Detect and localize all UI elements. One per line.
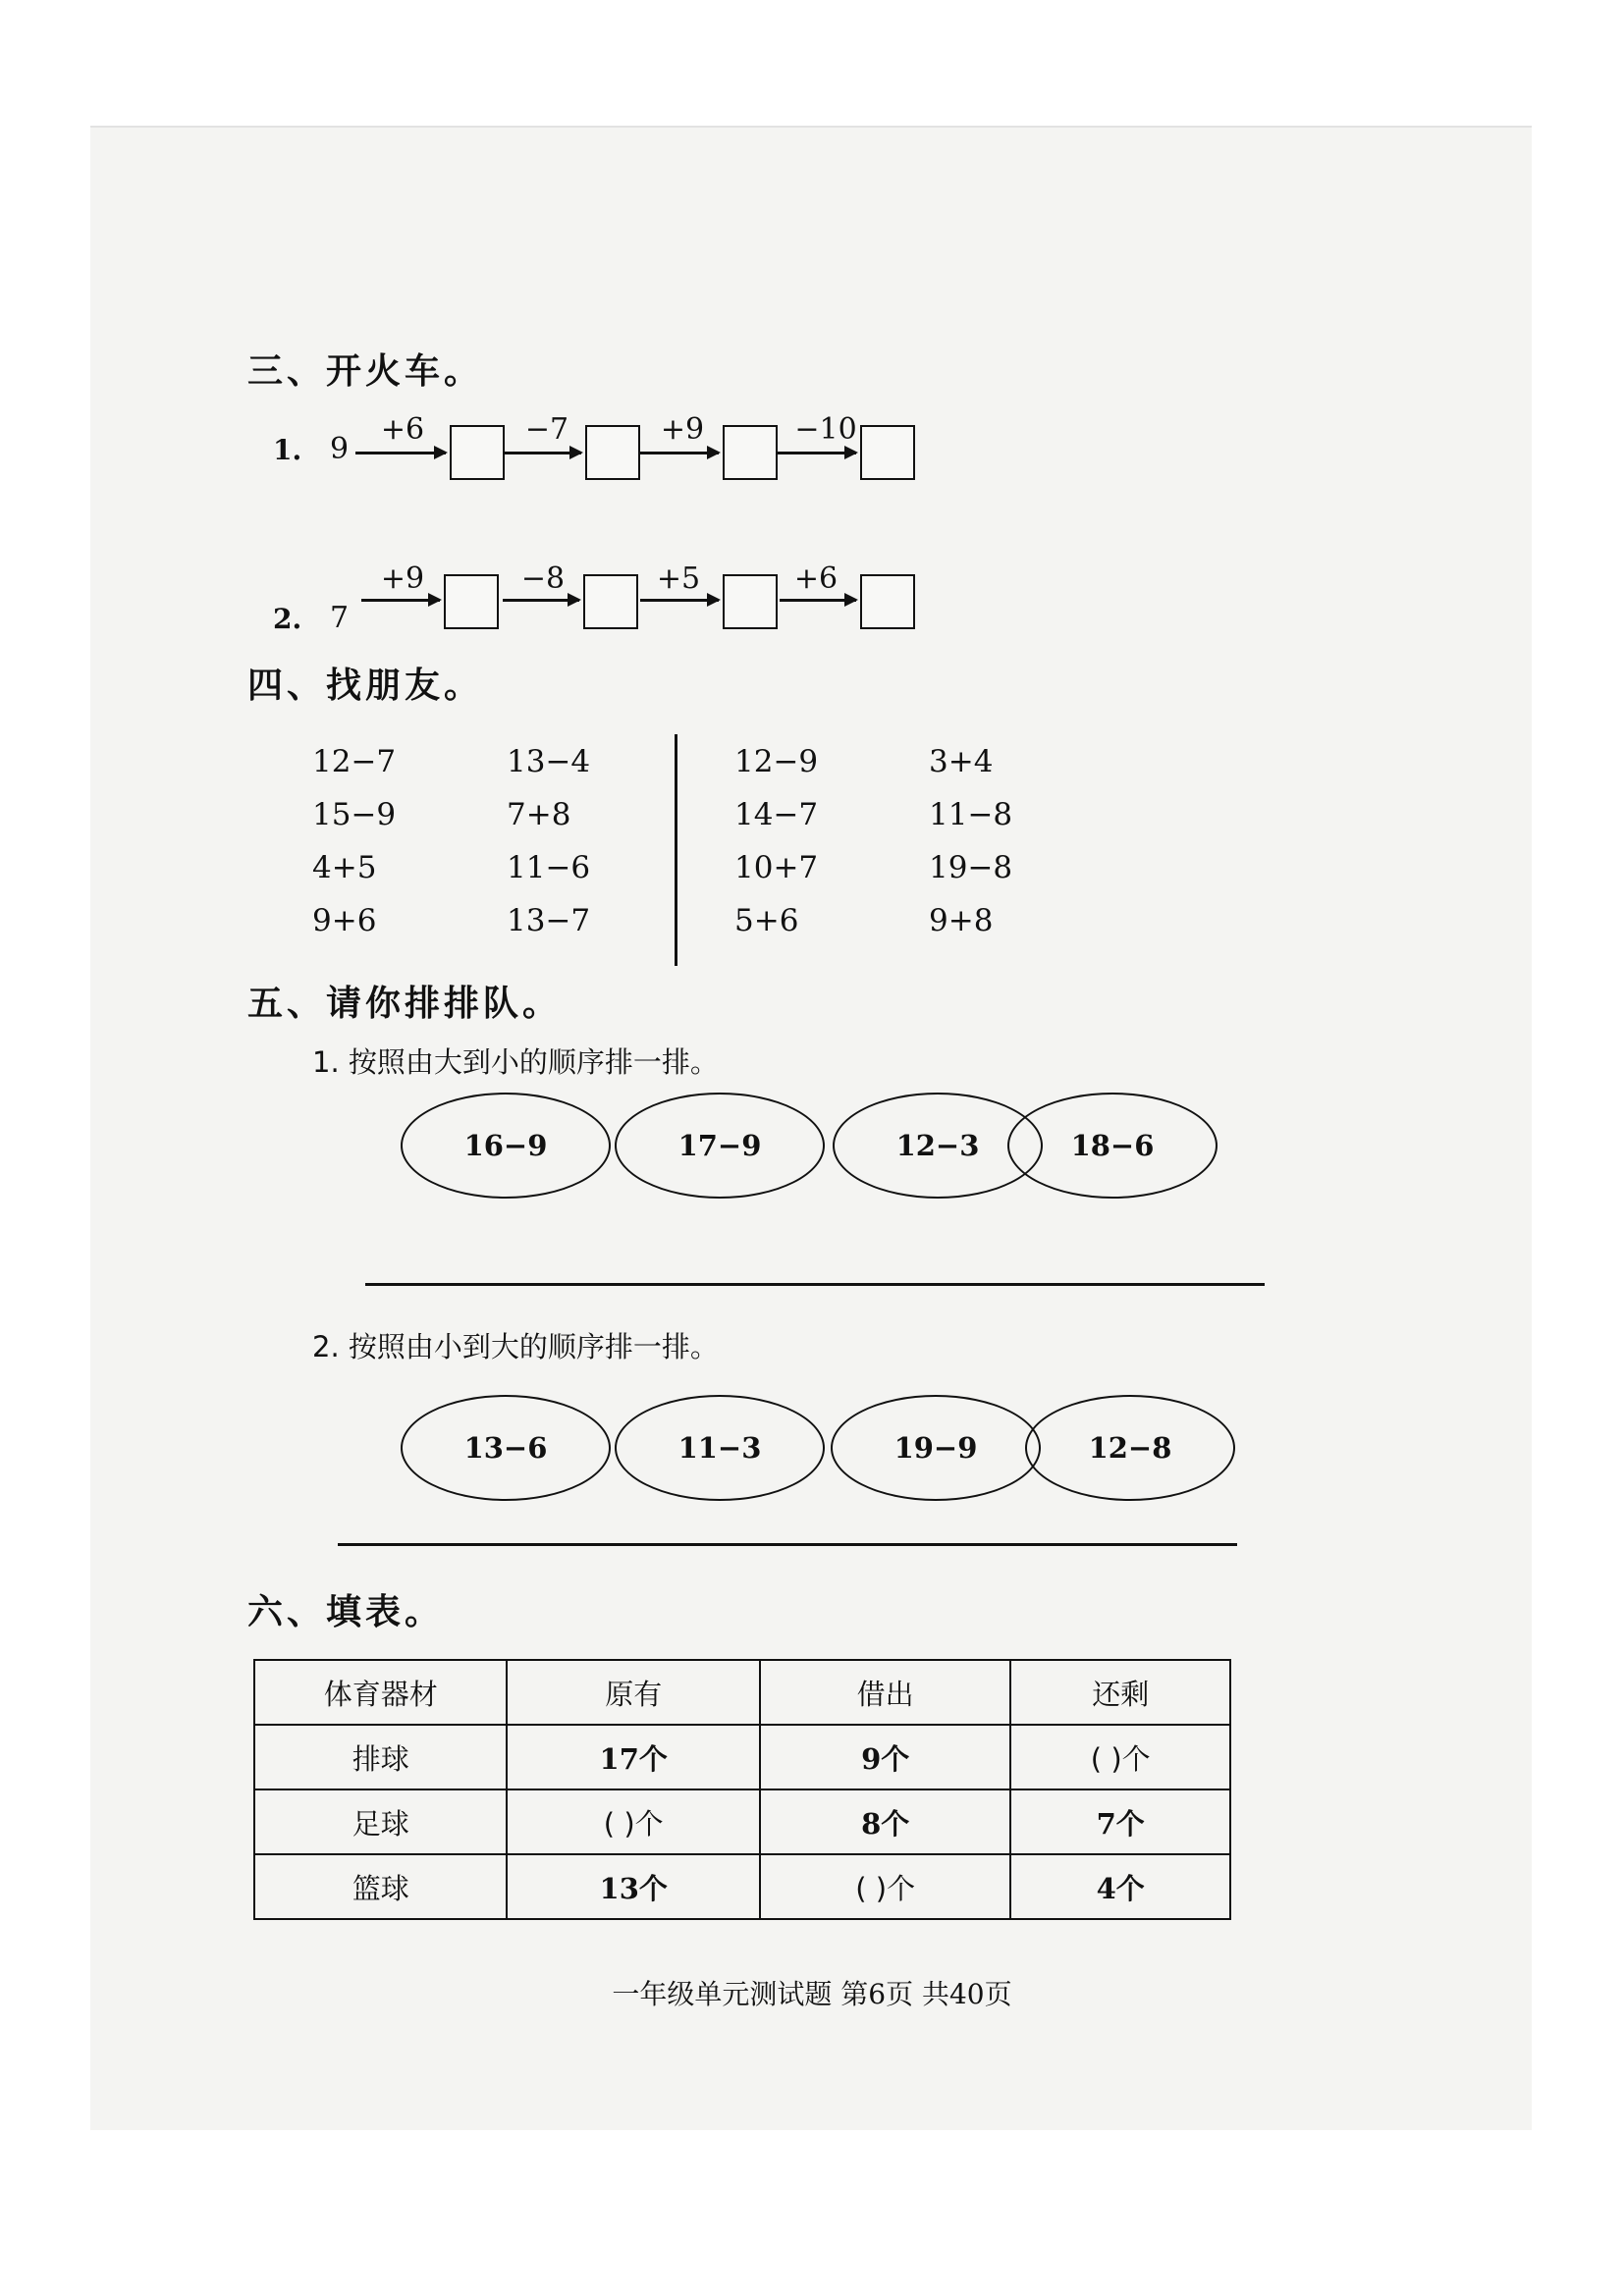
friends-right-expr[interactable]: 3+4 xyxy=(929,744,994,779)
table-cell: 17个 xyxy=(507,1725,759,1789)
train-row-2-start: 7 xyxy=(330,601,350,635)
friends-left-expr[interactable]: 7+8 xyxy=(507,797,571,832)
arrow-icon xyxy=(640,452,719,454)
table-blank-cell[interactable]: ( )个 xyxy=(507,1789,759,1854)
section-heading-friends: 四、找朋友。 xyxy=(247,666,484,706)
order-q1-item[interactable]: 16−9 xyxy=(401,1093,611,1199)
arrow-icon xyxy=(361,599,440,602)
table-row xyxy=(254,1725,1230,1789)
table-header: 体育器材 xyxy=(254,1660,507,1725)
answer-box[interactable] xyxy=(860,425,915,480)
table-blank-cell[interactable]: ( )个 xyxy=(760,1854,1010,1919)
table-blank-cell[interactable]: ( )个 xyxy=(1010,1725,1230,1789)
order-q2-item[interactable]: 13−6 xyxy=(401,1395,611,1501)
friends-left-expr[interactable]: 12−7 xyxy=(312,744,397,779)
answer-box[interactable] xyxy=(585,425,640,480)
section-heading-table: 六、填表。 xyxy=(247,1592,445,1632)
friends-left-expr[interactable]: 4+5 xyxy=(312,850,377,885)
order-q2-item[interactable]: 12−8 xyxy=(1025,1395,1235,1501)
table-cell: 7个 xyxy=(1010,1789,1230,1854)
arrow-icon xyxy=(780,599,856,602)
section-heading-train: 三、开火车。 xyxy=(247,351,484,392)
answer-line[interactable] xyxy=(338,1543,1237,1546)
friends-left-expr[interactable]: 13−7 xyxy=(507,903,591,938)
friends-left-expr[interactable]: 13−4 xyxy=(507,744,591,779)
arrow-icon xyxy=(505,452,581,454)
order-q2-item[interactable]: 11−3 xyxy=(615,1395,825,1501)
table-cell: 4个 xyxy=(1010,1854,1230,1919)
answer-box[interactable] xyxy=(723,574,778,629)
friends-left-expr[interactable]: 11−6 xyxy=(507,850,591,885)
arrow-icon xyxy=(640,599,719,602)
answer-box[interactable] xyxy=(444,574,499,629)
train-row-1-op-2: −7 xyxy=(524,412,569,447)
table-cell: 排球 xyxy=(254,1725,507,1789)
train-row-2-number: 2. xyxy=(273,603,302,635)
train-row-1-op-4: −10 xyxy=(794,412,857,447)
train-row-1-op-1: +6 xyxy=(380,412,425,447)
order-q1-item[interactable]: 18−6 xyxy=(1007,1093,1218,1199)
train-row-1-number: 1. xyxy=(273,434,302,466)
friends-right-expr[interactable]: 5+6 xyxy=(734,903,799,938)
train-row-2-op-4: +6 xyxy=(793,561,839,596)
answer-box[interactable] xyxy=(583,574,638,629)
arrow-icon xyxy=(355,452,446,454)
answer-line[interactable] xyxy=(365,1283,1265,1286)
order-q1-item[interactable]: 12−3 xyxy=(833,1093,1043,1199)
train-row-1-start: 9 xyxy=(330,432,350,466)
order-q2-item[interactable]: 19−9 xyxy=(831,1395,1041,1501)
table-header: 还剩 xyxy=(1010,1660,1230,1725)
divider-line xyxy=(675,734,677,966)
page-footer: 一年级单元测试题 第6页 共40页 xyxy=(612,1978,1012,2010)
train-row-1-op-3: +9 xyxy=(660,412,705,447)
friends-right-expr[interactable]: 9+8 xyxy=(929,903,994,938)
train-row-2-op-3: +5 xyxy=(656,561,701,596)
friends-right-expr[interactable]: 12−9 xyxy=(734,744,819,779)
friends-right-expr[interactable]: 11−8 xyxy=(929,797,1013,832)
table-row xyxy=(254,1789,1230,1854)
table-header: 原有 xyxy=(507,1660,759,1725)
friends-right-expr[interactable]: 19−8 xyxy=(929,850,1013,885)
friends-right-expr[interactable]: 14−7 xyxy=(734,797,819,832)
friends-left-expr[interactable]: 15−9 xyxy=(312,797,397,832)
order-q1-item[interactable]: 17−9 xyxy=(615,1093,825,1199)
table-row xyxy=(254,1854,1230,1919)
arrow-icon xyxy=(778,452,856,454)
table-header: 借出 xyxy=(760,1660,1010,1725)
arrow-icon xyxy=(503,599,579,602)
equipment-table xyxy=(253,1659,1231,1920)
answer-box[interactable] xyxy=(450,425,505,480)
answer-box[interactable] xyxy=(723,425,778,480)
table-cell: 13个 xyxy=(507,1854,759,1919)
train-row-2-op-1: +9 xyxy=(380,561,425,596)
table-header-row xyxy=(254,1660,1230,1725)
train-row-2-op-2: −8 xyxy=(520,561,566,596)
friends-right-expr[interactable]: 10+7 xyxy=(734,850,819,885)
table-cell: 8个 xyxy=(760,1789,1010,1854)
table-cell: 篮球 xyxy=(254,1854,507,1919)
table-cell: 足球 xyxy=(254,1789,507,1854)
friends-left-expr[interactable]: 9+6 xyxy=(312,903,377,938)
order-q2-label: 2. 按照由小到大的顺序排一排。 xyxy=(312,1330,719,1363)
section-heading-order: 五、请你排排队。 xyxy=(247,984,563,1024)
table-cell: 9个 xyxy=(760,1725,1010,1789)
answer-box[interactable] xyxy=(860,574,915,629)
order-q1-label: 1. 按照由大到小的顺序排一排。 xyxy=(312,1045,719,1079)
